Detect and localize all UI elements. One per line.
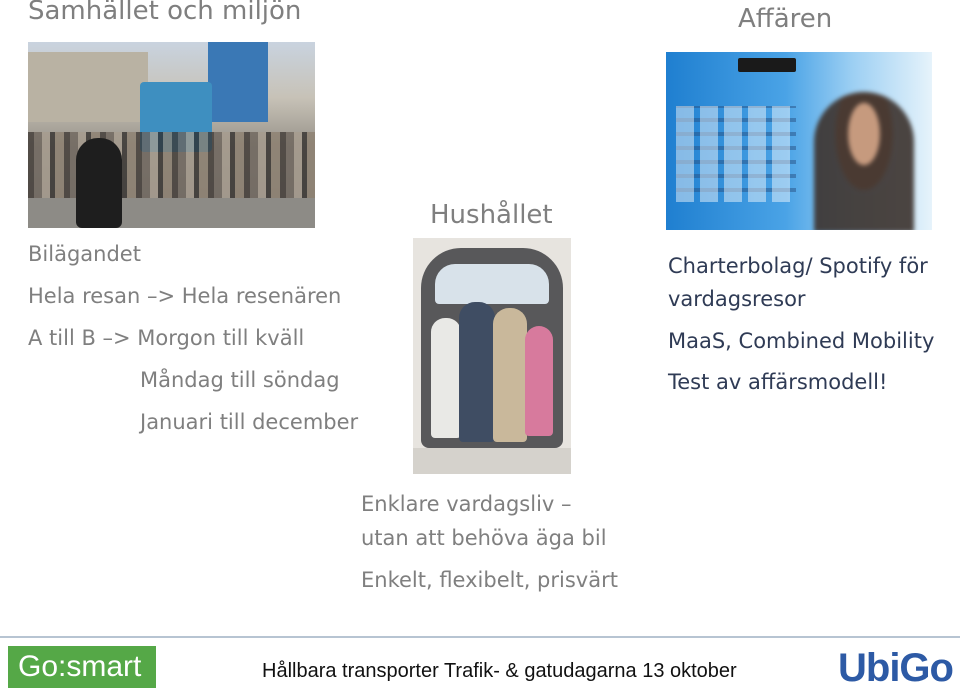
section-title-household: Hushållet xyxy=(430,200,553,230)
footer-divider xyxy=(0,636,960,638)
calculator-business-photo xyxy=(666,52,932,230)
walking-woman xyxy=(76,138,122,228)
left-line-5: Januari till december xyxy=(140,410,359,434)
left-line-3: A till B –> Morgon till kväll xyxy=(28,326,305,350)
gosmart-logo: Go:smart xyxy=(8,646,156,688)
left-line-2: Hela resan –> Hela resenären xyxy=(28,284,342,308)
street-crowd-photo xyxy=(28,42,315,228)
section-title-society: Samhället och miljön xyxy=(28,0,302,26)
family-car-photo xyxy=(413,238,571,474)
calculator-display xyxy=(738,58,796,72)
mother xyxy=(493,308,527,442)
middle-line-3: Enkelt, flexibelt, prisvärt xyxy=(361,568,618,592)
middle-line-1: Enklare vardagsliv – xyxy=(361,492,572,516)
left-line-4: Måndag till söndag xyxy=(140,368,340,392)
child-left xyxy=(431,318,461,438)
right-line-3: MaaS, Combined Mobility xyxy=(668,329,935,353)
father xyxy=(459,302,495,442)
car-window xyxy=(435,264,549,304)
footer-caption: Hållbara transporter Trafik- & gatudagarna 13 oktober xyxy=(262,660,737,682)
right-line-2: vardagsresor xyxy=(668,287,806,311)
glass-building xyxy=(208,42,268,122)
blurred-businesswoman xyxy=(814,92,914,230)
calculator-keys xyxy=(676,106,796,202)
street-ground xyxy=(28,198,315,228)
ubigo-logo: UbiGo xyxy=(838,646,953,690)
section-title-business: Affären xyxy=(738,4,833,34)
right-line-1: Charterbolag/ Spotify för xyxy=(668,254,928,278)
left-line-1: Bilägandet xyxy=(28,242,141,266)
building xyxy=(28,52,148,122)
right-line-4: Test av affärsmodell! xyxy=(668,370,888,394)
photo-ground xyxy=(413,448,571,474)
child-right xyxy=(525,326,553,436)
middle-line-2: utan att behöva äga bil xyxy=(361,526,607,550)
